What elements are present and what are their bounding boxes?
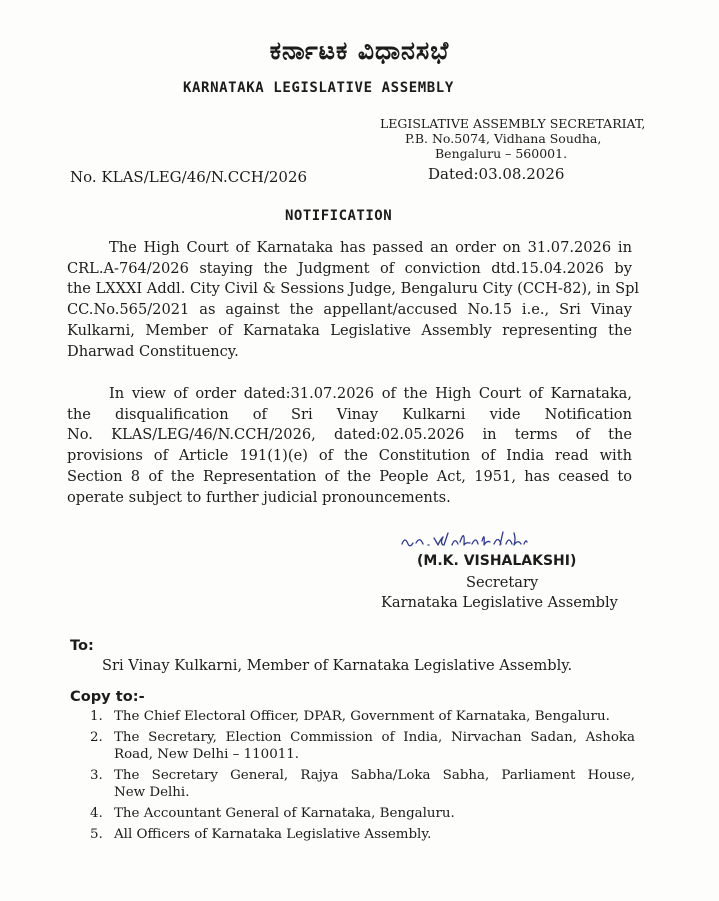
paragraph-line: the LXXXI Addl. City Civil & Sessions Judge, Bengaluru City (CCH-82), in Spl: [67, 280, 640, 298]
body-paragraph-1: [67, 238, 640, 362]
kannada-title: ಕರ್ನಾಟಕ ವಿಧಾನಸಭೆ: [269, 36, 450, 65]
list-item-text: The Chief Electoral Officer, DPAR, Government of Karnataka, Bengaluru.: [114, 709, 610, 724]
paragraph-line: The High Court of Karnataka has passed an order on 31.07.2026 in: [109, 239, 632, 256]
paragraph-line: Kulkarni, Member of Karnataka Legislative Assembly representing the: [67, 321, 632, 339]
signatory-name: (M.K. VISHALAKSHI): [417, 553, 577, 569]
paragraph-line: operate subject to further judicial pronouncements.: [67, 488, 451, 506]
list-item: [90, 826, 635, 844]
handwritten-signature: [398, 524, 598, 554]
address-line: LEGISLATIVE ASSEMBLY SECRETARIAT,: [380, 116, 646, 131]
list-item-text: New Delhi.: [114, 785, 190, 801]
body-paragraph-2: [67, 384, 632, 508]
signatory-organization: Karnataka Legislative Assembly: [381, 594, 618, 611]
list-item-number: 1.: [90, 709, 103, 724]
reference-date: Dated:03.08.2026: [428, 165, 565, 183]
assembly-title: KARNATAKA LEGISLATIVE ASSEMBLY: [183, 80, 454, 96]
address-line: Bengaluru – 560001.: [435, 146, 568, 161]
reference-number: No. KLAS/LEG/46/N.CCH/2026: [70, 168, 308, 186]
to-label: To:: [70, 637, 94, 654]
list-item-text: The Secretary, Election Commission of India, Nirvachan Sadan, Ashoka: [114, 729, 635, 745]
address-line: P.B. No.5074, Vidhana Soudha,: [405, 131, 602, 146]
paragraph-line: Dharwad Constituency.: [67, 342, 239, 360]
list-item-text: The Accountant General of Karnataka, Bengaluru.: [114, 805, 455, 821]
list-item-number: 4.: [90, 805, 103, 821]
copy-to-list: [90, 708, 635, 846]
list-item-text: The Secretary General, Rajya Sabha/Loka Sabha, Parliament House,: [114, 767, 635, 783]
paragraph-line: Section 8 of the Representation of the People Act, 1951, has ceased to: [67, 467, 632, 485]
list-item: [90, 767, 635, 802]
list-item-number: 3.: [90, 767, 103, 783]
paragraph-line: the disqualification of Sri Vinay Kulkarni vide Notification: [67, 405, 632, 423]
secretariat-address: [380, 116, 645, 161]
paragraph-line: No. KLAS/LEG/46/N.CCH/2026, dated:02.05.2026 in terms of the: [67, 426, 632, 444]
paragraph-line: CRL.A-764/2026 staying the Judgment of conviction dtd.15.04.2026 by: [67, 259, 632, 277]
list-item: [90, 805, 635, 823]
list-item-number: 2.: [90, 729, 103, 745]
document-heading: NOTIFICATION: [285, 208, 393, 224]
to-recipient: Sri Vinay Kulkarni, Member of Karnataka Legislative Assembly.: [102, 657, 573, 674]
paragraph-line: provisions of Article 191(1)(e) of the Constitution of India read with: [67, 447, 632, 465]
list-item-number: 5.: [90, 826, 103, 842]
list-item-text: All Officers of Karnataka Legislative Assembly.: [114, 826, 432, 842]
copy-to-label: Copy to:-: [70, 688, 145, 705]
list-item: [90, 729, 635, 764]
paragraph-line: In view of order dated:31.07.2026 of the High Court of Karnataka,: [109, 385, 632, 402]
list-item-text: Road, New Delhi – 110011.: [114, 747, 300, 763]
paragraph-line: CC.No.565/2021 as against the appellant/accused No.15 i.e., Sri Vinay: [67, 301, 632, 319]
list-item: [90, 708, 635, 726]
signatory-designation: Secretary: [466, 574, 539, 591]
